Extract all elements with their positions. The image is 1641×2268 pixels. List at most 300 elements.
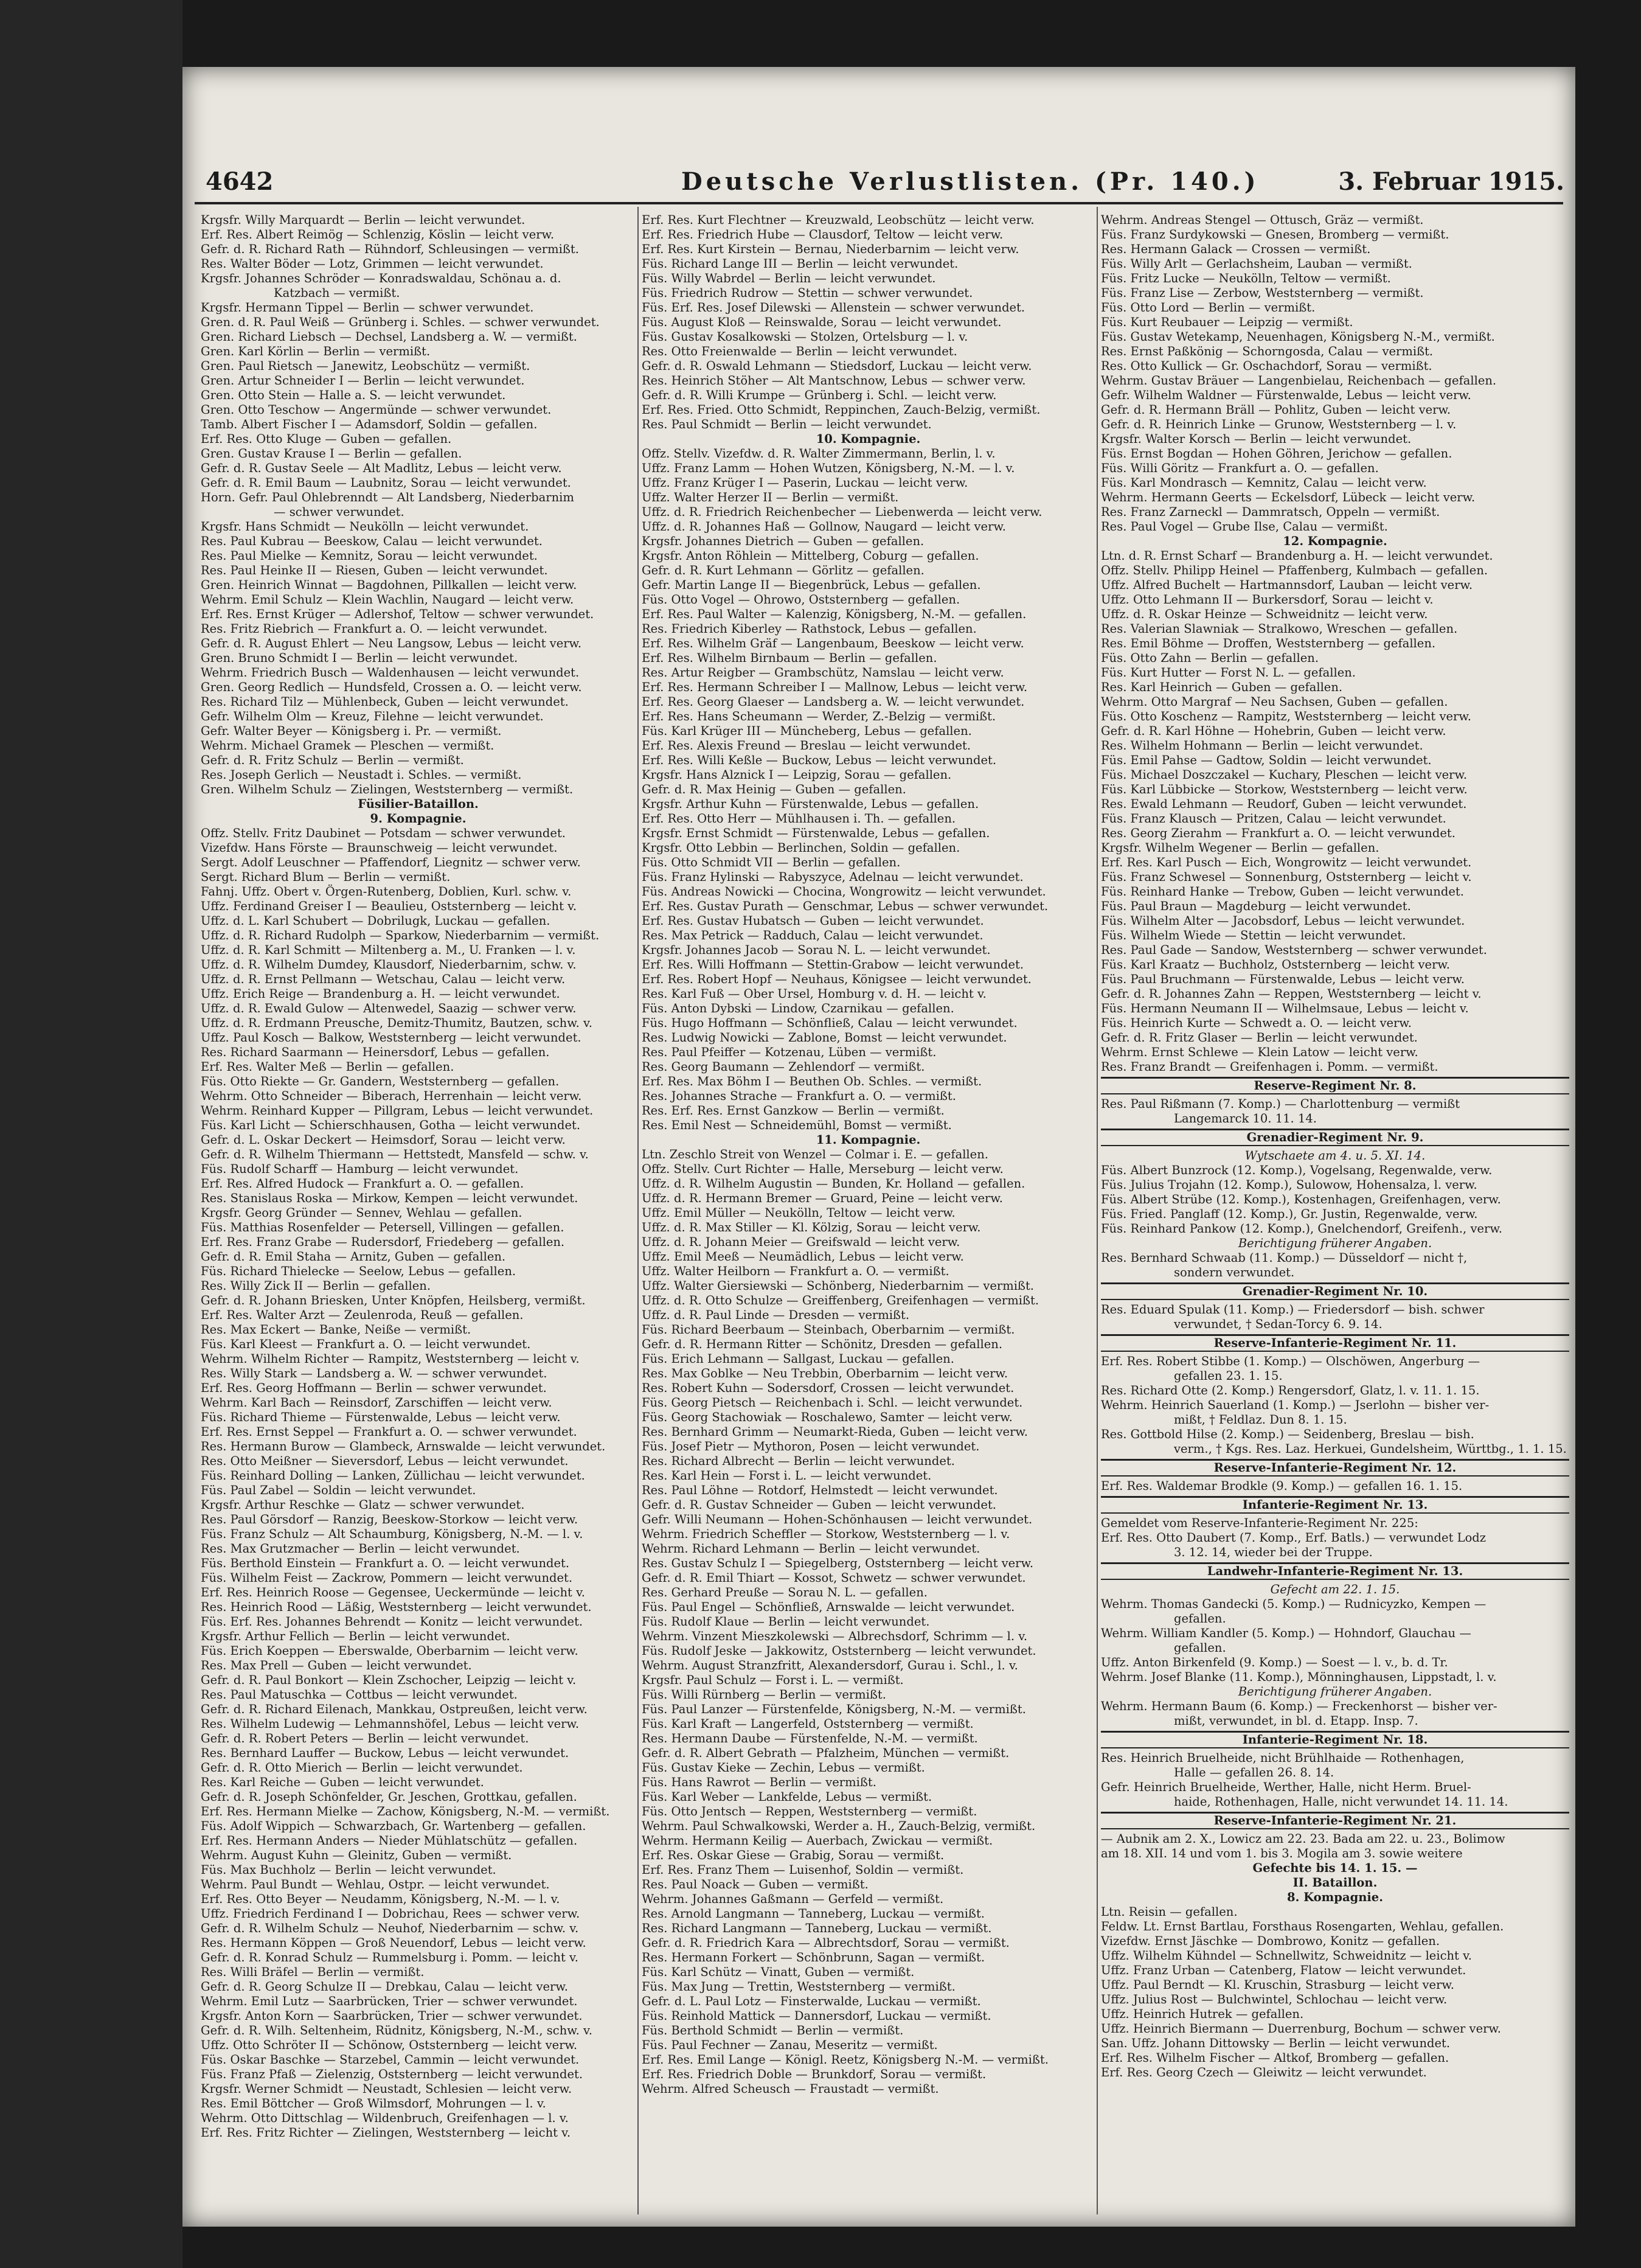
casualty-entry: Füs. Richard Thielecke — Seelow, Lebus — gefallen.	[201, 1264, 516, 1278]
casualty-entry: Füs. Karl Schütz — Vinatt, Guben — vermißt.	[642, 1965, 915, 1979]
casualty-entry: Uffz. Franz Krüger I — Paserin, Luckau — leicht verw.	[642, 476, 968, 490]
casualty-entry: Erf. Res. Walter Meß — Berlin — gefallen.	[201, 1060, 454, 1074]
section-heading: Reserve-Infanterie-Regiment Nr. 11.	[1101, 1334, 1569, 1352]
casualty-entry: Uffz. d. R. Wilhelm Augustin — Bunden, Kr. Holland — gefallen.	[642, 1177, 1025, 1191]
casualty-entry: gefallen.	[1174, 1612, 1226, 1626]
casualty-entry: Füs. Wilhelm Alter — Jacobsdorf, Lebus — leicht verwundet.	[1101, 914, 1465, 928]
header-rule	[195, 202, 1563, 204]
casualty-entry: Res. Stanislaus Roska — Mirkow, Kempen — leicht verwundet.	[201, 1191, 578, 1205]
casualty-entry: Füs. Paul Engel — Schönfließ, Arnswalde — leicht verwundet.	[642, 1600, 1015, 1614]
casualty-entry: Gren. Otto Teschow — Angermünde — schwer verwundet.	[201, 403, 552, 417]
subheading: 10. Kompagnie.	[816, 432, 921, 446]
casualty-entry: Res. Paul Gade — Sandow, Weststernberg — schwer verwundet.	[1101, 943, 1487, 957]
casualty-entry: Res. Erf. Res. Ernst Ganzkow — Berlin — vermißt.	[642, 1104, 945, 1118]
casualty-entry: Wehrm. Otto Dittschlag — Wildenbruch, Greifenhagen — l. v.	[201, 2111, 569, 2125]
casualty-entry: San. Uffz. Johann Dittowsky — Berlin — leicht verwundet.	[1101, 2036, 1451, 2050]
casualty-entry: mißt, † Feldlaz. Dun 8. 1. 15.	[1174, 1413, 1347, 1427]
casualty-entry: Res. Max Grutzmacher — Berlin — leicht verwundet.	[201, 1542, 520, 1556]
casualty-entry: Uffz. d. R. Wilhelm Dumdey, Klausdorf, Niederbarnim, schw. v.	[201, 958, 577, 972]
casualty-entry: Gren. Gustav Krause I — Berlin — gefallen.	[201, 447, 462, 461]
casualty-entry: Ltn. Reisin — gefallen.	[1101, 1905, 1238, 1919]
casualty-entry: Wehrm. William Kandler (5. Komp.) — Hohndorf, Glauchau —	[1101, 1626, 1471, 1640]
casualty-entry: Uffz. Otto Schröter II — Schönow, Oststernberg — leicht verw.	[201, 2038, 578, 2052]
casualty-entry: Horn. Gefr. Paul Ohlebrenndt — Alt Landsberg, Niederbarnim	[201, 490, 574, 504]
casualty-entry: — schwer verwundet.	[274, 505, 404, 519]
casualty-entry: Erf. Res. Hermann Anders — Nieder Mühlatschütz — gefallen.	[201, 1834, 578, 1848]
subheading: Wytschaete am 4. u. 5. XI. 14.	[1244, 1149, 1426, 1163]
casualty-entry: Krgsfr. Arthur Fellich — Berlin — leicht verwundet.	[201, 1629, 510, 1643]
casualty-entry: Füs. Adolf Wippich — Schwarzbach, Gr. Wartenberg — gefallen.	[201, 1819, 586, 1833]
casualty-entry: Erf. Res. Georg Glaeser — Landsberg a. W. — leicht verwundet.	[642, 695, 1025, 709]
casualty-entry: Erf. Res. Emil Lange — Königl. Reetz, Königsberg N.-M. — vermißt.	[642, 2053, 1049, 2067]
casualty-entry: Füs. Karl Licht — Schierschhausen, Gotha — leicht verwundet.	[201, 1118, 581, 1132]
casualty-entry: Wehrm. Otto Margraf — Neu Sachsen, Guben — gefallen.	[1101, 695, 1448, 709]
casualty-entry: Uffz. Friedrich Ferdinand I — Dobrichau, Rees — schwer verw.	[201, 1907, 580, 1921]
casualty-entry: Gefr. d. R. Otto Mierich — Berlin — leicht verwundet.	[201, 1761, 523, 1775]
column-divider	[1097, 207, 1098, 2214]
casualty-entry: Füs. Otto Vogel — Ohrowo, Oststernberg — gefallen.	[642, 593, 960, 607]
casualty-entry: Erf. Res. Wilhelm Gräf — Langenbaum, Beeskow — leicht verw.	[642, 636, 1024, 650]
casualty-entry: Erf. Res. Walter Arzt — Zeulenroda, Reuß — gefallen.	[201, 1308, 524, 1322]
casualty-entry: Füs. Richard Thieme — Fürstenwalde, Lebus — leicht verw.	[201, 1410, 561, 1424]
casualty-entry: Füs. Reinhard Pankow (12. Komp.), Gnelchendorf, Greifenh., verw.	[1101, 1222, 1502, 1236]
casualty-entry: Krgsfr. Hans Alznick I — Leipzig, Sorau — gefallen.	[642, 768, 952, 782]
casualty-entry: Uffz. Wilhelm Kühndel — Schnellwitz, Schweidnitz — leicht v.	[1101, 1949, 1472, 1963]
casualty-entry: Res. Emil Nest — Schneidemühl, Bomst — vermißt.	[642, 1118, 952, 1132]
casualty-entry: Gefr. d. R. Wilhelm Schulz — Neuhof, Niederbarnim — schw. v.	[201, 1921, 579, 1935]
casualty-entry: Res. Paul Görsdorf — Ranzig, Beeskow-Storkow — leicht verw.	[201, 1512, 578, 1526]
casualty-entry: Gefr. d. R. Fritz Glaser — Berlin — leicht verwundet.	[1101, 1031, 1418, 1045]
casualty-entry: Füs. August Kloß — Reinswalde, Sorau — leicht verwundet.	[642, 315, 1002, 329]
subheading: 11. Kompagnie.	[816, 1133, 921, 1147]
casualty-entry: Wehrm. Richard Lehmann — Berlin — leicht verwundet.	[642, 1542, 980, 1556]
casualty-entry: Res. Paul Rißmann (7. Komp.) — Charlottenburg — vermißt	[1101, 1097, 1460, 1111]
casualty-entry: Erf. Res. Albert Reimög — Schlenzig, Köslin — leicht verw.	[201, 228, 555, 242]
casualty-entry: Erf. Res. Karl Pusch — Eich, Wongrowitz — leicht verwundet.	[1101, 855, 1472, 869]
casualty-entry: Gefr. Martin Lange II — Biegenbrück, Lebus — gefallen.	[642, 578, 981, 592]
casualty-entry: Res. Heinrich Bruelheide, nicht Brühlhaide — Rothenhagen,	[1101, 1751, 1465, 1765]
casualty-entry: Erf. Res. Waldemar Brodkle (9. Komp.) — gefallen 16. 1. 15.	[1101, 1479, 1463, 1493]
casualty-entry: Wehrm. Friedrich Scheffler — Storkow, Weststernberg — l. v.	[642, 1527, 1010, 1541]
casualty-entry: Gefr. d. L. Oskar Deckert — Heimsdorf, Sorau — leicht verw.	[201, 1133, 566, 1147]
casualty-entry: Füs. Michael Doszczakel — Kuchary, Pleschen — leicht verw.	[1101, 768, 1468, 782]
casualty-entry: Füs. Gustav Kosalkowski — Stolzen, Ortelsburg — l. v.	[642, 330, 968, 344]
casualty-entry: Res. Paul Heinke II — Riesen, Guben — leicht verwundet.	[201, 563, 548, 577]
casualty-entry: Res. Richard Otte (2. Komp.) Rengersdorf, Glatz, l. v. 11. 1. 15.	[1101, 1383, 1480, 1397]
casualty-entry: Krgsfr. Georg Gründer — Sennev, Wehlau — gefallen.	[201, 1206, 522, 1220]
casualty-entry: Res. Heinrich Rood — Läßig, Weststernberg — leicht verwundet.	[201, 1600, 592, 1614]
casualty-entry: Feldw. Lt. Ernst Bartlau, Forsthaus Rosengarten, Wehlau, gefallen.	[1101, 1919, 1504, 1933]
casualty-entry: Füs. Rudolf Klaue — Berlin — leicht verwundet.	[642, 1615, 930, 1629]
casualty-entry: Wehrm. Otto Schneider — Biberach, Herrenhain — leicht verw.	[201, 1089, 582, 1103]
casualty-entry: Füs. Franz Schulz — Alt Schaumburg, Königsberg, N.-M. — l. v.	[201, 1527, 583, 1541]
casualty-entry: Füs. Wilhelm Wiede — Stettin — leicht verwundet.	[1101, 928, 1406, 942]
casualty-entry: Erf. Res. Fried. Otto Schmidt, Reppinchen, Zauch-Belzig, vermißt.	[642, 403, 1041, 417]
casualty-entry: Uffz. d. R. Friedrich Reichenbecher — Liebenwerda — leicht verw.	[642, 505, 1043, 519]
casualty-entry: Erf. Res. Georg Czech — Gleiwitz — leicht verwundet.	[1101, 2065, 1427, 2079]
section-heading: Grenadier-Regiment Nr. 9.	[1101, 1129, 1569, 1146]
casualty-entry: Krgsfr. Walter Korsch — Berlin — leicht verwundet.	[1101, 432, 1412, 446]
casualty-entry: Res. Willy Stark — Landsberg a. W. — schwer verwundet.	[201, 1366, 547, 1380]
casualty-entry: Füs. Franz Klausch — Pritzen, Calau — leicht verwundet.	[1101, 812, 1446, 826]
casualty-entry: Res. Otto Freienwalde — Berlin — leicht verwundet.	[642, 344, 957, 358]
casualty-entry: Uffz. d. R. Richard Rudolph — Sparkow, Niederbarnim — vermißt.	[201, 928, 600, 942]
casualty-entry: am 18. XII. 14 und vom 1. bis 3. Mogila am 3. sowie weitere	[1101, 1846, 1463, 1860]
casualty-entry: Erf. Res. Robert Stibbe (1. Komp.) — Olschöwen, Angerburg —	[1101, 1354, 1480, 1368]
casualty-entry: Wehrm. Emil Schulz — Klein Wachlin, Naugard — leicht verw.	[201, 593, 574, 607]
casualty-entry: Erf. Res. Robert Hopf — Neuhaus, Königsee — leicht verwundet.	[642, 972, 1032, 986]
casualty-entry: Gefr. d. R. Friedrich Kara — Albrechtsdorf, Sorau — vermißt.	[642, 1936, 1010, 1950]
casualty-entry: Uffz. Ferdinand Greiser I — Beaulieu, Oststernberg — leicht v.	[201, 899, 577, 913]
casualty-entry: Gefr. d. R. Kurt Lehmann — Görlitz — gefallen.	[642, 563, 925, 577]
casualty-entry: Füs. Otto Schmidt VII — Berlin — gefallen.	[642, 855, 901, 869]
casualty-entry: Uffz. Erich Reige — Brandenburg a. H. — leicht verwundet.	[201, 987, 560, 1001]
casualty-entry: Füs. Richard Beerbaum — Steinbach, Oberbarnim — vermißt.	[642, 1323, 1015, 1337]
subheading: 9. Kompagnie.	[370, 812, 467, 826]
casualty-entry: Erf. Res. Hans Scheumann — Werder, Z.-Belzig — vermißt.	[642, 709, 996, 723]
casualty-entry: Füs. Karl Kleest — Frankfurt a. O. — leicht verwundet.	[201, 1337, 531, 1351]
casualty-entry: Füs. Erich Lehmann — Sallgast, Luckau — gefallen.	[642, 1352, 954, 1366]
casualty-entry: Uffz. d. R. Otto Schulze — Greiffenberg, Greifenhagen — vermißt.	[642, 1293, 1039, 1307]
subheading: Füsilier-Bataillon.	[358, 797, 479, 811]
casualty-entry: Füs. Otto Riekte — Gr. Gandern, Weststernberg — gefallen.	[201, 1074, 560, 1088]
casualty-entry: verwundet, † Sedan-Torcy 6. 9. 14.	[1174, 1317, 1383, 1331]
casualty-entry: Res. Gustav Schulz I — Spiegelberg, Oststernberg — leicht verw.	[642, 1556, 1034, 1570]
casualty-entry: Erf. Res. Hermann Schreiber I — Mallnow, Lebus — leicht verw.	[642, 680, 1028, 694]
section-heading: Reserve-Infanterie-Regiment Nr. 21.	[1101, 1812, 1569, 1829]
casualty-entry: Füs. Otto Zahn — Berlin — gefallen.	[1101, 651, 1319, 665]
casualty-entry: Erf. Res. Paul Walter — Kalenzig, Königsberg, N.-M. — gefallen.	[642, 607, 1027, 621]
casualty-entry: Gefr. d. R. Paul Bonkort — Klein Zschocher, Leipzig — leicht v.	[201, 1673, 577, 1687]
casualty-entry: Wehrm. August Stranzfritt, Alexandersdorf, Gurau i. Schl., l. v.	[642, 1658, 1018, 1672]
casualty-entry: Uffz. Julius Rost — Bulchwintel, Schlochau — leicht verw.	[1101, 1992, 1448, 2006]
casualty-entry: Res. Heinrich Stöher — Alt Mantschnow, Lebus — schwer verw.	[642, 374, 1026, 388]
casualty-entry: Krgsfr. Hermann Tippel — Berlin — schwer verwundet.	[201, 301, 534, 315]
casualty-entry: Füs. Gustav Kieke — Zechin, Lebus — vermißt.	[642, 1761, 925, 1775]
casualty-entry: gefallen.	[1174, 1641, 1226, 1655]
casualty-entry: Uffz. Franz Lamm — Hohen Wutzen, Königsberg, N.-M. — l. v.	[642, 461, 1015, 475]
casualty-entry: Erf. Res. Otto Daubert (7. Komp., Erf. Batls.) — verwundet Lodz	[1101, 1531, 1487, 1545]
casualty-entry: Uffz. Paul Kosch — Balkow, Weststernberg — leicht verwundet.	[201, 1031, 581, 1045]
casualty-entry: Erf. Res. Oskar Giese — Grabig, Sorau — vermißt.	[642, 1848, 945, 1862]
casualty-entry: Gefr. d. R. Emil Staha — Arnitz, Guben — gefallen.	[201, 1250, 506, 1264]
casualty-entry: haide, Rothenhagen, Halle, nicht verwundet 14. 11. 14.	[1174, 1795, 1508, 1809]
casualty-entry: Res. Gerhard Preuße — Sorau N. L. — gefallen.	[642, 1585, 928, 1599]
casualty-entry: Res. Hermann Galack — Crossen — vermißt.	[1101, 242, 1371, 256]
casualty-entry: Res. Franz Brandt — Greifenhagen i. Pomm. — vermißt.	[1101, 1060, 1438, 1074]
casualty-entry: Gefr. d. R. Fritz Schulz — Berlin — vermißt.	[201, 753, 464, 767]
casualty-entry: Gefr. d. L. Paul Lotz — Finsterwalde, Luckau — vermißt.	[642, 1994, 981, 2008]
casualty-entry: Gefr. d. R. Heinrich Linke — Grunow, Weststernberg — l. v.	[1101, 417, 1457, 431]
casualty-entry: Res. Karl Reiche — Guben — leicht verwundet.	[201, 1775, 484, 1789]
casualty-entry: Res. Richard Saarmann — Heinersdorf, Lebus — gefallen.	[201, 1045, 550, 1059]
casualty-entry: Res. Paul Schmidt — Berlin — leicht verwundet.	[642, 417, 932, 431]
casualty-entry: Res. Max Goblke — Neu Trebbin, Oberbarnim — leicht verw.	[642, 1366, 1008, 1380]
casualty-entry: Füs. Hans Rawrot — Berlin — vermißt.	[642, 1775, 876, 1789]
casualty-entry: Krgsfr. Anton Röhlein — Mittelberg, Coburg — gefallen.	[642, 549, 979, 563]
section-heading: Grenadier-Regiment Nr. 10.	[1101, 1282, 1569, 1300]
casualty-entry: Wehrm. Heinrich Sauerland (1. Komp.) — Jserlohn — bisher ver-	[1101, 1398, 1490, 1412]
casualty-entry: Krgsfr. Ernst Schmidt — Fürstenwalde, Lebus — gefallen.	[642, 826, 990, 840]
casualty-entry: Füs. Oskar Baschke — Starzebel, Cammin — leicht verwundet.	[201, 2053, 580, 2067]
casualty-entry: Füs. Franz Schwesel — Sonnenburg, Oststernberg — leicht v.	[1101, 870, 1472, 884]
casualty-entry: Offz. Stellv. Fritz Daubinet — Potsdam — schwer verwundet.	[201, 826, 566, 840]
casualty-entry: Wehrm. Gustav Bräuer — Langenbielau, Reichenbach — gefallen.	[1101, 374, 1497, 388]
casualty-entry: Res. Hermann Daube — Fürstenfelde, N.-M. — vermißt.	[642, 1731, 978, 1745]
casualty-entry: Wehrm. Ernst Schlewe — Klein Latow — leicht verw.	[1101, 1045, 1418, 1059]
casualty-entry: Krgsfr. Willy Marquardt — Berlin — leicht verwundet.	[201, 213, 526, 227]
casualty-entry: Uffz. Alfred Buchelt — Hartmannsdorf, Lauban — leicht verw.	[1101, 578, 1473, 592]
casualty-entry: Füs. Reinhold Mattick — Dannersdorf, Luckau — vermißt.	[642, 2009, 991, 2023]
casualty-entry: Gren. Richard Liebsch — Dechsel, Landsberg a. W. — vermißt.	[201, 330, 577, 344]
casualty-entry: Wehrm. Alfred Scheusch — Fraustadt — vermißt.	[642, 2082, 939, 2096]
casualty-entry: Erf. Res. Willi Keßle — Buckow, Lebus — leicht verwundet.	[642, 753, 997, 767]
casualty-entry: Res. Gottbold Hilse (2. Komp.) — Seidenberg, Breslau — bish.	[1101, 1427, 1474, 1441]
casualty-entry: Gren. Otto Stein — Halle a. S. — leicht verwundet.	[201, 388, 506, 402]
casualty-entry: Gefr. Wilhelm Waldner — Fürstenwalde, Lebus — leicht verw.	[1101, 388, 1471, 402]
casualty-entry: Wehrm. Friedrich Busch — Waldenhausen — leicht verwundet.	[201, 666, 580, 680]
casualty-entry: Res. Wilhelm Ludewig — Lehmannshöfel, Lebus — leicht verw.	[201, 1717, 580, 1731]
casualty-entry: Füs. Emil Pahse — Gadtow, Soldin — leicht verwundet.	[1101, 753, 1432, 767]
casualty-entry: Res. Max Petrick — Radduch, Calau — leicht verwundet.	[642, 928, 984, 942]
casualty-entry: Füs. Karl Kraft — Langerfeld, Oststernberg — vermißt.	[642, 1717, 974, 1731]
casualty-entry: Füs. Berthold Schmidt — Berlin — vermißt.	[642, 2023, 904, 2037]
casualty-entry: Res. Paul Pfeiffer — Kotzenau, Lüben — vermißt.	[642, 1045, 937, 1059]
casualty-entry: Füs. Rudolf Jeske — Jakkowitz, Oststernberg — leicht verwundet.	[642, 1644, 1036, 1658]
section-heading: Reserve-Regiment Nr. 8.	[1101, 1077, 1569, 1094]
casualty-entry: Gefr. d. R. Hermann Bräll — Pohlitz, Guben — leicht verw.	[1101, 403, 1451, 417]
casualty-entry: Res. Hermann Burow — Glambeck, Arnswalde — leicht verwundet.	[201, 1439, 606, 1453]
casualty-entry: Wehrm. Hermann Baum (6. Komp.) — Freckenhorst — bisher ver-	[1101, 1699, 1497, 1713]
casualty-entry: Res. Emil Böttcher — Groß Wilmsdorf, Mohrungen — l. v.	[201, 2096, 546, 2110]
subheading: 12. Kompagnie.	[1283, 534, 1387, 548]
column-divider	[637, 207, 639, 2214]
casualty-entry: Füs. Franz Hylinski — Rabyszyce, Adelnau — leicht verwundet.	[642, 870, 1024, 884]
page-number: 4642	[206, 167, 274, 196]
casualty-entry: Füs. Karl Lübbicke — Storkow, Weststernberg — leicht verw.	[1101, 782, 1468, 796]
casualty-entry: Gefr. d. R. Gustav Seele — Alt Madlitz, Lebus — leicht verw.	[201, 461, 562, 475]
casualty-entry: Wehrm. Hermann Geerts — Eckelsdorf, Lübeck — leicht verw.	[1101, 490, 1476, 504]
casualty-entry: Füs. Karl Mondrasch — Kemnitz, Calau — leicht verw.	[1101, 476, 1427, 490]
casualty-entry: Füs. Erf. Res. Johannes Behrendt — Konitz — leicht verwundet.	[201, 1615, 583, 1629]
casualty-entry: Uffz. Franz Urban — Catenberg, Flatow — leicht verwundet.	[1101, 1963, 1466, 1977]
casualty-entry: Res. Karl Hein — Forst i. L. — leicht verwundet.	[642, 1469, 932, 1483]
casualty-entry: Ltn. d. R. Ernst Scharf — Brandenburg a. H. — leicht verwundet.	[1101, 549, 1493, 563]
casualty-entry: Res. Richard Tilz — Mühlenbeck, Guben — leicht verwundet.	[201, 695, 569, 709]
casualty-entry: Res. Max Prell — Guben — leicht verwundet.	[201, 1658, 472, 1672]
casualty-entry: Füs. Julius Trojahn (12. Komp.), Sulowow, Hohensalza, l. verw.	[1101, 1178, 1477, 1192]
casualty-entry: Krgsfr. Paul Schulz — Forst i. L. — vermißt.	[642, 1673, 904, 1687]
casualty-entry: Res. Bernhard Lauffer — Buckow, Lebus — leicht verwundet.	[201, 1746, 569, 1760]
casualty-entry: Res. Otto Meißner — Sieversdorf, Lebus — leicht verwundet.	[201, 1454, 569, 1468]
casualty-entry: Res. Richard Albrecht — Berlin — leicht verwundet.	[642, 1454, 955, 1468]
casualty-entry: Res. Hermann Forkert — Schönbrunn, Sagan — vermißt.	[642, 1950, 985, 1964]
section-heading: Infanterie-Regiment Nr. 13.	[1101, 1496, 1569, 1514]
casualty-entry: Uffz. d. R. Paul Linde — Dresden — vermißt.	[642, 1308, 910, 1322]
casualty-entry: Vizefdw. Hans Förste — Braunschweig — leicht verwundet.	[201, 841, 558, 855]
casualty-entry: Gefr. d. R. Richard Rath — Rühndorf, Schleusingen — vermißt.	[201, 242, 579, 256]
casualty-entry: 3. 12. 14, wieder bei der Truppe.	[1174, 1545, 1373, 1559]
casualty-entry: Erf. Res. Franz Grabe — Rudersdorf, Friedeberg — gefallen.	[201, 1235, 565, 1249]
casualty-entry: Uffz. Otto Lehmann II — Burkersdorf, Sorau — leicht v.	[1101, 593, 1434, 607]
casualty-entry: Füs. Friedrich Rudrow — Stettin — schwer verwundet.	[642, 286, 973, 300]
casualty-entry: Wehrm. Johannes Gaßmann — Gerfeld — vermißt.	[642, 1892, 944, 1906]
casualty-entry: Füs. Albert Bunzrock (12. Komp.), Vogelsang, Regenwalde, verw.	[1101, 1163, 1493, 1177]
casualty-entry: Gemeldet vom Reserve-Infanterie-Regiment Nr. 225:	[1101, 1516, 1418, 1530]
casualty-entry: Füs. Paul Fechner — Zanau, Meseritz — vermißt.	[642, 2038, 938, 2052]
casualty-entry: Uffz. d. R. Karl Schmitt — Miltenberg a. M., U. Franken — l. v.	[201, 943, 576, 957]
casualty-entry: Füs. Franz Lise — Zerbow, Weststernberg — vermißt.	[1101, 286, 1424, 300]
subheading: Berichtigung früherer Angaben.	[1238, 1685, 1432, 1699]
casualty-entry: Erf. Res. Otto Kluge — Guben — gefallen.	[201, 432, 452, 446]
casualty-entry: Füs. Albert Strübe (12. Komp.), Kostenhagen, Greifenhagen, verw.	[1101, 1192, 1501, 1206]
casualty-entry: Offz. Stellv. Curt Richter — Halle, Merseburg — leicht verw.	[642, 1162, 1004, 1176]
page-title: Deutsche Verlustlisten. (Pr. 140.)	[681, 167, 1260, 196]
casualty-entry: Erf. Res. Georg Hoffmann — Berlin — schwer verwundet.	[201, 1381, 547, 1395]
casualty-entry: Krgsfr. Wilhelm Wegener — Berlin — gefallen.	[1101, 841, 1379, 855]
casualty-entry: Wehrm. Vinzent Mieszkolewski — Albrechsdorf, Schrimm — l. v.	[642, 1629, 1028, 1643]
casualty-entry: Gefr. Willi Neumann — Hohen-Schönhausen — leicht verwundet.	[642, 1512, 1033, 1526]
casualty-entry: Gefr. d. R. Richard Eilenach, Mankkau, Ostpreußen, leicht verw.	[201, 1702, 588, 1716]
text-column-1	[201, 213, 636, 2214]
casualty-entry: Gefr. d. R. Johann Briesken, Unter Knöpfen, Heilsberg, vermißt.	[201, 1293, 586, 1307]
casualty-entry: Wehrm. Thomas Gandecki (5. Komp.) — Rudnicyzko, Kempen —	[1101, 1597, 1487, 1611]
casualty-entry: Erf. Res. Wilhelm Fischer — Altkof, Bromberg — gefallen.	[1101, 2051, 1449, 2065]
casualty-entry: Res. Friedrich Kiberley — Rathstock, Lebus — gefallen.	[642, 622, 977, 636]
casualty-entry: Füs. Georg Stachowiak — Roschalewo, Samter — leicht verw.	[642, 1410, 1013, 1424]
casualty-entry: Gefr. d. R. Albert Gebrath — Pfalzheim, München — vermißt.	[642, 1746, 1010, 1760]
casualty-entry: Wehrm. Karl Bach — Reinsdorf, Zarschiffen — leicht verw.	[201, 1396, 552, 1410]
casualty-entry: verm., † Kgs. Res. Laz. Herkuei, Gundelsheim, Württbg., 1. 1. 15.	[1174, 1442, 1567, 1456]
casualty-entry: Res. Joseph Gerlich — Neustadt i. Schles. — vermißt.	[201, 768, 522, 782]
subheading: II. Bataillon.	[1292, 1876, 1378, 1890]
casualty-entry: Gren. Georg Redlich — Hundsfeld, Crossen a. O. — leicht verw.	[201, 680, 582, 694]
casualty-entry: Uffz. Walter Heilborn — Frankfurt a. O. — vermißt.	[642, 1264, 949, 1278]
casualty-entry: Uffz. d. L. Karl Schubert — Dobrilugk, Luckau — gefallen.	[201, 914, 550, 928]
casualty-entry: Gren. Heinrich Winnat — Bagdohnen, Pillkallen — leicht verw.	[201, 578, 577, 592]
casualty-entry: Füs. Wilhelm Feist — Zackrow, Pommern — leicht verwundet.	[201, 1571, 573, 1585]
casualty-entry: Füs. Paul Zabel — Soldin — leicht verwundet.	[201, 1483, 476, 1497]
casualty-entry: Füs. Otto Lord — Berlin — vermißt.	[1101, 301, 1316, 315]
casualty-entry: Uffz. Emil Müller — Neukölln, Teltow — leicht verw.	[642, 1206, 956, 1220]
casualty-entry: Füs. Karl Krüger III — Müncheberg, Lebus — gefallen.	[642, 724, 972, 738]
casualty-entry: Erf. Res. Ernst Krüger — Adlershof, Teltow — schwer verwundet.	[201, 607, 594, 621]
casualty-entry: Füs. Willy Wabrdel — Berlin — leicht verwundet.	[642, 271, 936, 285]
casualty-entry: Erf. Res. Otto Herr — Mühlhausen i. Th. — gefallen.	[642, 812, 956, 826]
text-column-2	[642, 213, 1095, 2214]
casualty-entry: Uffz. d. R. Ewald Gulow — Altenwedel, Saazig — schwer verw.	[201, 1001, 577, 1015]
casualty-entry: Res. Richard Langmann — Tanneberg, Luckau — vermißt.	[642, 1921, 992, 1935]
casualty-entry: Uffz. Paul Berndt — Kl. Kruschin, Strasburg — leicht verw.	[1101, 1978, 1454, 1992]
casualty-entry: Gefr. d. R. Georg Schulze II — Drebkau, Calau — leicht verw.	[201, 1980, 568, 1994]
casualty-entry: Res. Hermann Köppen — Groß Neuendorf, Lebus — leicht verw.	[201, 1936, 586, 1950]
section-heading: Infanterie-Regiment Nr. 18.	[1101, 1731, 1569, 1748]
casualty-entry: sondern verwundet.	[1174, 1265, 1295, 1279]
casualty-entry: Gren. d. R. Paul Weiß — Grünberg i. Schles. — schwer verwundet.	[201, 315, 600, 329]
casualty-entry: Wehrm. Emil Lutz — Saarbrücken, Trier — schwer verwundet.	[201, 1994, 578, 2008]
casualty-entry: Gefr. d. R. Wilhelm Thiermann — Hettstedt, Mansfeld — schw. v.	[201, 1147, 589, 1161]
casualty-entry: Res. Wilhelm Hohmann — Berlin — leicht verwundet.	[1101, 739, 1423, 753]
casualty-entry: Erf. Res. Fritz Richter — Zielingen, Weststernberg — leicht v.	[201, 2126, 571, 2140]
casualty-entry: Gefr. d. R. Gustav Schneider — Guben — leicht verwundet.	[642, 1498, 996, 1512]
casualty-entry: Füs. Erich Koeppen — Eberswalde, Oberbarnim — leicht verw.	[201, 1644, 578, 1658]
casualty-entry: Erf. Res. Hermann Mielke — Zachow, Königsberg, N.-M. — vermißt.	[201, 1804, 610, 1818]
casualty-entry: Gefr. d. R. August Ehlert — Neu Langsow, Lebus — leicht verw.	[201, 636, 582, 650]
casualty-entry: Res. Bernhard Schwaab (11. Komp.) — Düsseldorf — nicht †,	[1101, 1251, 1468, 1265]
subheading: Gefechte bis 14. 1. 15. —	[1252, 1861, 1418, 1875]
casualty-entry: Gefr. d. R. Max Heinig — Guben — gefallen.	[642, 782, 906, 796]
casualty-entry: Krgsfr. Otto Lebbin — Berlinchen, Soldin — gefallen.	[642, 841, 960, 855]
casualty-entry: Katzbach — vermißt.	[274, 286, 400, 300]
casualty-entry: Füs. Kurt Hutter — Forst N. L. — gefallen.	[1101, 666, 1356, 680]
casualty-entry: Res. Ernst Paßkönig — Schorngosda, Calau — vermißt.	[1101, 344, 1434, 358]
casualty-entry: Res. Willy Zick II — Berlin — gefallen.	[201, 1279, 431, 1293]
subheading: Berichtigung früherer Angaben.	[1238, 1236, 1432, 1250]
text-column-3	[1101, 213, 1569, 2214]
casualty-entry: Füs. Matthias Rosenfelder — Petersell, Villingen — gefallen.	[201, 1220, 564, 1234]
casualty-entry: Füs. Karl Weber — Lankfelde, Lebus — vermißt.	[642, 1790, 932, 1804]
casualty-entry: Füs. Berthold Einstein — Frankfurt a. O. — leicht verwundet.	[201, 1556, 570, 1570]
casualty-entry: Erf. Res. Ernst Seppel — Frankfurt a. O. — schwer verwundet.	[201, 1425, 577, 1439]
casualty-entry: Res. Franz Zarneckl — Dammratsch, Oppeln — vermißt.	[1101, 505, 1440, 519]
casualty-entry: Erf. Res. Friedrich Hube — Clausdorf, Teltow — leicht verw.	[642, 228, 1004, 242]
casualty-entry: Füs. Andreas Nowicki — Chocina, Wongrowitz — leicht verwundet.	[642, 885, 1046, 899]
casualty-entry: Wehrm. Josef Blanke (11. Komp.), Mönninghausen, Lippstadt, l. v.	[1101, 1670, 1497, 1684]
casualty-entry: Uffz. d. R. Erdmann Preusche, Demitz-Thumitz, Bautzen, schw. v.	[201, 1016, 592, 1030]
casualty-entry: Uffz. d. R. Johann Meier — Greifswald — leicht verw.	[642, 1235, 960, 1249]
casualty-entry: Füs. Hugo Hoffmann — Schönfließ, Calau — leicht verwundet.	[642, 1016, 1018, 1030]
casualty-entry: Uffz. Heinrich Hutrek — gefallen.	[1101, 2007, 1304, 2021]
casualty-entry: Offz. Stellv. Philipp Heinel — Pfaffenberg, Kulmbach — gefallen.	[1101, 563, 1488, 577]
casualty-entry: Res. Paul Löhne — Rotdorf, Helmstedt — leicht verwundet.	[642, 1483, 998, 1497]
casualty-entry: Res. Georg Baumann — Zehlendorf — vermißt.	[642, 1060, 925, 1074]
casualty-entry: Füs. Willy Arlt — Gerlachsheim, Lauban — vermißt.	[1101, 257, 1412, 271]
casualty-entry: Füs. Franz Pfaß — Zielenzig, Oststernberg — leicht verwundet.	[201, 2067, 583, 2081]
casualty-entry: Res. Johannes Strache — Frankfurt a. O. — vermißt.	[642, 1089, 956, 1103]
casualty-entry: Wehrm. Michael Gramek — Pleschen — vermißt.	[201, 739, 494, 753]
casualty-entry: Füs. Georg Pietsch — Reichenbach i. Schl. — leicht verwundet.	[642, 1396, 1023, 1410]
casualty-entry: Res. Max Eckert — Banke, Neiße — vermißt.	[201, 1323, 471, 1337]
casualty-entry: Erf. Res. Gustav Purath — Genschmar, Lebus — schwer verwundet.	[642, 899, 1049, 913]
casualty-entry: Uffz. d. R. Oskar Heinze — Schweidnitz — leicht verw.	[1101, 607, 1428, 621]
casualty-entry: Erf. Res. Alfred Hudock — Frankfurt a. O. — gefallen.	[201, 1177, 524, 1191]
casualty-entry: Füs. Karl Kraatz — Buchholz, Oststernberg — leicht verw.	[1101, 958, 1450, 972]
casualty-entry: Res. Artur Reigber — Grambschütz, Namslau — leicht verw.	[642, 666, 1004, 680]
casualty-entry: Gren. Karl Körlin — Berlin — vermißt.	[201, 344, 431, 358]
casualty-entry: Wehrm. Hermann Keilig — Auerbach, Zwickau — vermißt.	[642, 1834, 993, 1848]
casualty-entry: Füs. Otto Jentsch — Reppen, Weststernberg — vermißt.	[642, 1804, 977, 1818]
section-heading: Reserve-Infanterie-Regiment Nr. 12.	[1101, 1459, 1569, 1477]
casualty-entry: Füs. Rudolf Scharff — Hamburg — leicht verwundet.	[201, 1162, 519, 1176]
casualty-entry: Krgsfr. Hans Schmidt — Neukölln — leicht verwundet.	[201, 520, 529, 534]
casualty-entry: Res. Emil Böhme — Droffen, Weststernberg — gefallen.	[1101, 636, 1436, 650]
scanner-margin	[0, 0, 182, 2268]
casualty-entry: Füs. Willi Rürnberg — Berlin — vermißt.	[642, 1688, 886, 1702]
newspaper-page	[182, 67, 1575, 2227]
subheading: Gefecht am 22. 1. 15.	[1270, 1582, 1400, 1596]
casualty-entry: Erf. Res. Kurt Kirstein — Bernau, Niederbarnim — leicht verw.	[642, 242, 1019, 256]
section-heading: Landwehr-Infanterie-Regiment Nr. 13.	[1101, 1562, 1569, 1580]
casualty-entry: Gefr. Walter Beyer — Königsberg i. Pr. — vermißt.	[201, 724, 502, 738]
casualty-entry: Erf. Res. Friedrich Doble — Brunkdorf, Sorau — vermißt.	[642, 2067, 987, 2081]
casualty-entry: Füs. Josef Pietr — Mythoron, Posen — leicht verwundet.	[642, 1439, 980, 1453]
casualty-entry: Gefr. d. R. Emil Thiart — Kossot, Schwetz — schwer verwundet.	[642, 1571, 1026, 1585]
casualty-entry: Füs. Otto Koschenz — Rampitz, Weststernberg — leicht verw.	[1101, 709, 1471, 723]
casualty-entry: Uffz. Walter Giersiewski — Schönberg, Niederbarnim — vermißt.	[642, 1279, 1034, 1293]
casualty-entry: Uffz. Anton Birkenfeld (9. Komp.) — Soest — l. v., b. d. Tr.	[1101, 1655, 1448, 1669]
casualty-entry: Füs. Max Buchholz — Berlin — leicht verwundet.	[201, 1863, 496, 1877]
subheading: 8. Kompagnie.	[1287, 1890, 1383, 1904]
